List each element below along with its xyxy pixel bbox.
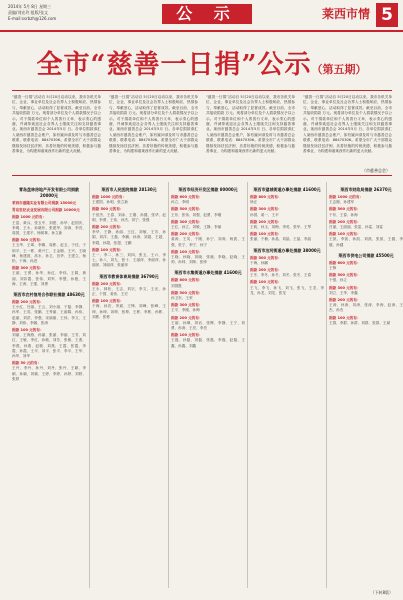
donor-names: 王东、张伟、刘强、赵勇、李刚 bbox=[171, 212, 222, 217]
donor-names: 于海、孙鹏 bbox=[250, 260, 268, 265]
donation-tier: 捐款 800 元的有： bbox=[250, 195, 282, 199]
donor-names: 吕丽、王丽丽、张雷、孙雷、刘雷 bbox=[329, 225, 383, 230]
section-title: 公 示 bbox=[162, 4, 252, 24]
donation-tier: 捐款 100 元的有： bbox=[171, 333, 203, 338]
continued-note: （下转8版） bbox=[370, 590, 393, 595]
donation-column bbox=[250, 182, 324, 588]
donor-names: 于东、王春、孙海 bbox=[329, 212, 358, 217]
headline-main: 全市“慈善一日捐”公示 bbox=[36, 50, 312, 80]
donor-names: 王丽、王勇、孙华、孙红、李伟、王娟、黄丽、刘彩霞、张伟、刘军、李慧、孙艳、王海、王涛、王强、刘勇 bbox=[12, 271, 86, 286]
column-divider bbox=[326, 182, 327, 588]
issue-date: 2014年 5月 8日 星期三 bbox=[8, 4, 52, 9]
donation-tier: 捐款 300 元的有： bbox=[171, 219, 203, 224]
donation-column bbox=[171, 182, 245, 588]
donor-organization: 莱西市供电公司捐款 45500元 bbox=[338, 252, 394, 258]
donation-tier: 捐款 500 元的有： bbox=[329, 207, 361, 212]
donor-names: 孙卫东、王荣 bbox=[171, 296, 193, 301]
donor-names: 王小红、吕丽、王云、刘小丽、于磊、李静、孙军、王英、张鹏、王秀丽、王丽娟、孙伟、赵丽、刘洪、李强、宋丽丽、王伟、李文、王静、刘伟、李娜、张涛 bbox=[12, 305, 86, 325]
donation-column bbox=[12, 182, 86, 588]
donor-organization: 莱西市沽河街道办事处捐款 38000元 bbox=[253, 247, 321, 253]
donation-tier: 捐款 200 元的有： bbox=[12, 300, 44, 305]
donor-organization: 莱西市财政局捐款 26370元 bbox=[340, 187, 392, 192]
donor-organization: 莱西市教育体育局捐款 36790元 bbox=[99, 273, 159, 279]
donation-tier: 捐款 100 元的有： bbox=[329, 315, 361, 320]
donation-tier: 捐款 200 元的有： bbox=[329, 298, 361, 303]
donor-organization: 莱西市经济开发区捐款 80000元 bbox=[178, 187, 238, 192]
donation-tier: 捐款 600 元的有： bbox=[329, 260, 361, 265]
donation-tier: 莱西市盛隆实业有限公司捐款 15000元 bbox=[12, 201, 77, 205]
donor-organization: 莱西市农村信用合作联社捐款 48630元 bbox=[13, 292, 85, 298]
donor-names: 王磊、孙磊、刘磊、张磊、李磊、赵磊、王鑫、孙鑫、刘鑫 bbox=[171, 338, 245, 348]
donor-names: 于海、孙亮、李斌、王锋、刘峰、张峰、王坤、孙坤、刘坤、张坤、王彬、李彬、孙彬、刘彬、张彬 bbox=[92, 304, 166, 319]
donor-organization: 莱西市水集街道办事处捐款 41600元 bbox=[174, 270, 242, 276]
column-divider bbox=[168, 182, 169, 588]
donor-names: 刘丽、王海燕、孙丽、张丽、李丽、王芳、刘红、王敏、李红、孙敏、刘芳、张敏、王燕、李燕、孙燕、赵敏、刘燕、王霞、张霞、李霞、孙霞、王平、刘平、张平、李平、王华、孙华、刘华 bbox=[12, 333, 86, 359]
donation-column bbox=[92, 182, 166, 588]
donor-names: 王富、黄兵、张玉中、刘建、孙华、赵国庆、李明、王永、孙晓东、张建华、刘涛、李亮、周国、王建平、杨树林、孙立新 bbox=[12, 220, 86, 236]
masthead bbox=[0, 0, 403, 32]
donation-tier: 捐款 1000 元的有： bbox=[92, 195, 127, 199]
donor-names: 于世杰、王春、刘冰、王刚、孙健、张华、赵明、李勇、王伟、孙杰、刘宁、张强 bbox=[92, 212, 166, 222]
donation-tier: 捐款 100 元的有： bbox=[92, 299, 124, 304]
donor-names: 李华、王静、孙丽、王红、刘敏、王芳、孙娟、刘洋、王磊、李鹏、孙涛、刘超、王超、李超、孙超、张超、王鹏 bbox=[92, 230, 166, 245]
donation-tier: 捐款 100 元的有： bbox=[12, 328, 44, 333]
donor-names: 徐正 bbox=[250, 200, 258, 205]
lead-text: “慈善一日捐”活动自 5月20日启动以来，我市各机关单位、企业、事业单位及社会各界人士积极响应，热情参与，奉献爱心，活动取得了显著成效。截至目前，全市共接收捐款 万元。现将部分单位及个人捐款情况予以公示。对于捐款单位和个人的善行义举，表示衷心的感谢，并诚挚欢迎社会各界人士继续关注和支持慈善事业。莱西市慈善总会 2014年5月 日。各单位捐款请汇入莱西市慈善总会账户，如有疑问请及时与市慈善总会联系，联系电话：88470306。希望全市广大干部群众继续发扬扶贫济困、乐善好施的传统美德，积极参与慈善事业，为构建和谐莱西作出新的更大贡献。 bbox=[303, 95, 392, 154]
donor-names: 王飞、李飞、孙飞、刘飞、张飞、王龙、李龙、孙龙、刘龙、张龙 bbox=[250, 285, 324, 295]
issue-info bbox=[8, 4, 128, 22]
page-number: 5 bbox=[376, 3, 398, 27]
donor-names: 王莉、孙玉、刘梅、李英、张华、王琴 bbox=[250, 225, 312, 230]
donor-organization: 莱西市人民医院捐款 28130元 bbox=[101, 187, 157, 192]
donor-names: 王丹、李丹、孙丹、刘丹、张丹、王颖、李颖、孙颖、刘颖、王婷、李婷、孙婷、刘婷、张婷 bbox=[12, 366, 86, 381]
donation-tier: 捐款 200 元的有： bbox=[92, 225, 124, 230]
donor-names: 姜涛、王英、于刚、孙宁、刘涛、杨波、王强、张宁、李宁、孙宁 bbox=[171, 237, 245, 247]
donor-names: 王红、孙立、刘敏、王静、李丽 bbox=[171, 225, 222, 230]
donation-tier: 捐款 500 元的有： bbox=[171, 290, 203, 295]
column-title: 莱西市情 bbox=[321, 7, 370, 21]
donation-tier: 捐款 200 元的有： bbox=[250, 268, 282, 273]
donation-tier: 捐款 500 元的有： bbox=[12, 238, 44, 243]
donor-names: 王永、林松、王志、刘宗、李文、王光、孙正、于国、姜伟、王宏 bbox=[92, 286, 166, 297]
donation-tier: 捐款 1000 元的有： bbox=[12, 215, 47, 220]
contact-email: E-mail:ssrbzh@126.com bbox=[8, 16, 57, 21]
lead-text: “慈善一日捐”活动自 5月20日启动以来，我市各机关单位、企业、事业单位及社会各界人士积极响应，热情参与，奉献爱心，活动取得了显著成效。截至目前，全市共接收捐款 万元。现将部分单位及个人捐款情况予以公示。对于捐款单位和个人的善行义举，表示衷心的感谢，并诚挚欢迎社会各界人士继续关注和支持慈善事业。莱西市慈善总会 2014年5月 日。各单位捐款请汇入莱西市慈善总会账户，如有疑问请及时与市慈善总会联系，联系电话：88470306。希望全市广大干部群众继续发扬扶贫济困、乐善好施的传统美德，积极参与慈善事业，为构建和谐莱西作出新的更大贡献。 bbox=[206, 95, 295, 154]
donation-tier: 捐款 200 元的有： bbox=[171, 232, 203, 237]
donation-tier: 捐款 500 元的有： bbox=[171, 207, 203, 212]
column-divider bbox=[89, 182, 90, 588]
donor-names: 王凯、李凯、孙凯、刘凯、张凯、王健、李健、孙健 bbox=[329, 237, 403, 247]
donor-names: 王锋 bbox=[329, 266, 337, 271]
donation-tier: 捐款 600 元的有： bbox=[171, 195, 203, 199]
donor-names: 王丽、孙琳、刘岩、张辉、李静、王宁、刘勇、孙涛、王亮、李亮 bbox=[171, 320, 245, 331]
donation-tier: 捐款 500 元的有： bbox=[250, 255, 282, 260]
editor-credit: 责编/刘宏玲 组版/张文 bbox=[8, 10, 48, 15]
donation-tier: 捐款 500 元的有： bbox=[92, 207, 124, 212]
donor-names: 王晓、孙晓、刘晓、张晓、李晓、赵晓、王帅、孙帅、刘帅、张帅 bbox=[171, 255, 245, 265]
donor-names: 王群、李群、孙群、刘群、张群、王斌 bbox=[329, 320, 391, 325]
donation-column bbox=[329, 182, 403, 588]
donation-tier: 捐款 50 元的有： bbox=[12, 361, 42, 366]
donation-tier: 捐款 800 元的有： bbox=[171, 278, 203, 283]
donation-tier: 捐款 300 元的有： bbox=[171, 303, 203, 308]
donation-tier: 捐款 200 元的有： bbox=[250, 219, 282, 224]
donation-tier: 捐款 1000 元的有： bbox=[329, 195, 364, 199]
donation-tier: 捐款 100 元的有： bbox=[92, 247, 124, 252]
headline-sub: （第五期） bbox=[311, 63, 367, 76]
lead-article bbox=[12, 90, 392, 176]
headline bbox=[0, 44, 403, 84]
donation-tier: 捐款 100 元的有： bbox=[250, 232, 282, 237]
donation-tier: 捐款 200 元的有： bbox=[171, 315, 203, 320]
donation-tier: 捐款 300 元的有： bbox=[329, 285, 361, 290]
donation-tier: 捐款 300 元的有： bbox=[12, 266, 44, 271]
donor-names: 王建国、孙明、张立新 bbox=[92, 200, 128, 205]
donation-tier: 捐款 300 元的有： bbox=[250, 207, 282, 212]
lead-text: “慈善一日捐”活动自 5月20日启动以来，我市各机关单位、企业、事业单位及社会各界人士积极响应，热情参与，奉献爱心，活动取得了显著成效。截至目前，全市共接收捐款 万元。现将部分单位及个人捐款情况予以公示。对于捐款单位和个人的善行义举，表示衷心的感谢，并诚挚欢迎社会各界人士继续关注和支持慈善事业。莱西市慈善总会 2014年5月 日。各单位捐款请汇入莱西市慈善总会账户，如有疑问请及时与市慈善总会联系，联系电话：88470306。希望全市广大干部群众继续发扬扶贫济困、乐善好施的传统美德，积极参与慈善事业，为构建和谐莱西作出新的更大贡献。 bbox=[109, 95, 198, 154]
lead-signature: （市慈善总会） bbox=[362, 168, 390, 173]
donor-names: 王冬、李冬、孙冬、刘冬、张冬、王春 bbox=[250, 273, 312, 278]
column-divider bbox=[247, 182, 248, 588]
donation-tier: 捐款 200 元的有： bbox=[329, 219, 361, 224]
donor-names: 王一、李二、孙三、刘四、张五、王六、李七、孙八、刘九、张十、王丽萍、李丽萍、孙丽萍、刘丽萍、张丽萍 bbox=[92, 253, 166, 268]
donor-names: 王志刚、孙建军 bbox=[329, 200, 355, 205]
donor-names: 刘国胜 bbox=[171, 283, 182, 288]
donor-names: 于强、孙立 bbox=[329, 278, 347, 283]
donor-names: 张丽、于楠、孙晶、刘晶、王晶、李晶 bbox=[250, 237, 312, 242]
donation-tier: 捐款 500 元的有： bbox=[329, 273, 361, 278]
donor-organization: 莱西市望城街道办事处捐款 41600元 bbox=[253, 187, 321, 192]
donation-tier: 捐款 200 元的有： bbox=[92, 281, 124, 286]
donor-names: 王玉华、王翠、李娜、周彬、赵玉、于佳、于和平、王一彬、黄兴仁、王金刚、王兴、王晓峰、杨建波、高永、孙卫、宫华、王建立、杨松、于海、孙进 bbox=[12, 243, 86, 264]
lead-text: “慈善一日捐”活动自 5月20日启动以来，我市各机关单位、企业、事业单位及社会各界人士积极响应，热情参与，奉献爱心，活动取得了显著成效。截至目前，全市共接收捐款 万元。现将部分单位及个人捐款情况予以公示。对于捐款单位和个人的善行义举，表示衷心的感谢，并诚挚欢迎社会各界人士继续关注和支持慈善事业。莱西市慈善总会 2014年5月 日。各单位捐款请汇入莱西市慈善总会账户，如有疑问请及时与市慈善总会联系，联系电话：88470306。希望全市广大干部群众继续发扬扶贫济困、乐善好施的传统美德，积极参与慈善事业，为构建和谐莱西作出新的更大贡献。 bbox=[12, 95, 101, 154]
donor-names: 王平、李刚、孙梅 bbox=[171, 308, 200, 313]
donation-tier: 捐款 100 元的有： bbox=[171, 249, 203, 254]
donation-tier: 青岛世纪农业发展有限公司捐款 10000元 bbox=[12, 208, 80, 213]
donor-organization: 青岛盘林房地产开发有限公司捐款 20000元 bbox=[19, 187, 79, 198]
donor-names: 孙立、李明 bbox=[171, 200, 189, 205]
donation-tier: 捐款 100 元的有： bbox=[250, 280, 282, 285]
donor-names: 刘立、王华、李鑫 bbox=[329, 290, 358, 295]
donor-names: 王涛、孙涛、刘涛、张涛、李涛、赵涛、王杰、孙杰 bbox=[329, 303, 403, 313]
donation-tier: 捐款 100 元的有： bbox=[329, 232, 361, 237]
donor-names: 孙国、姜一、王平 bbox=[250, 212, 279, 217]
